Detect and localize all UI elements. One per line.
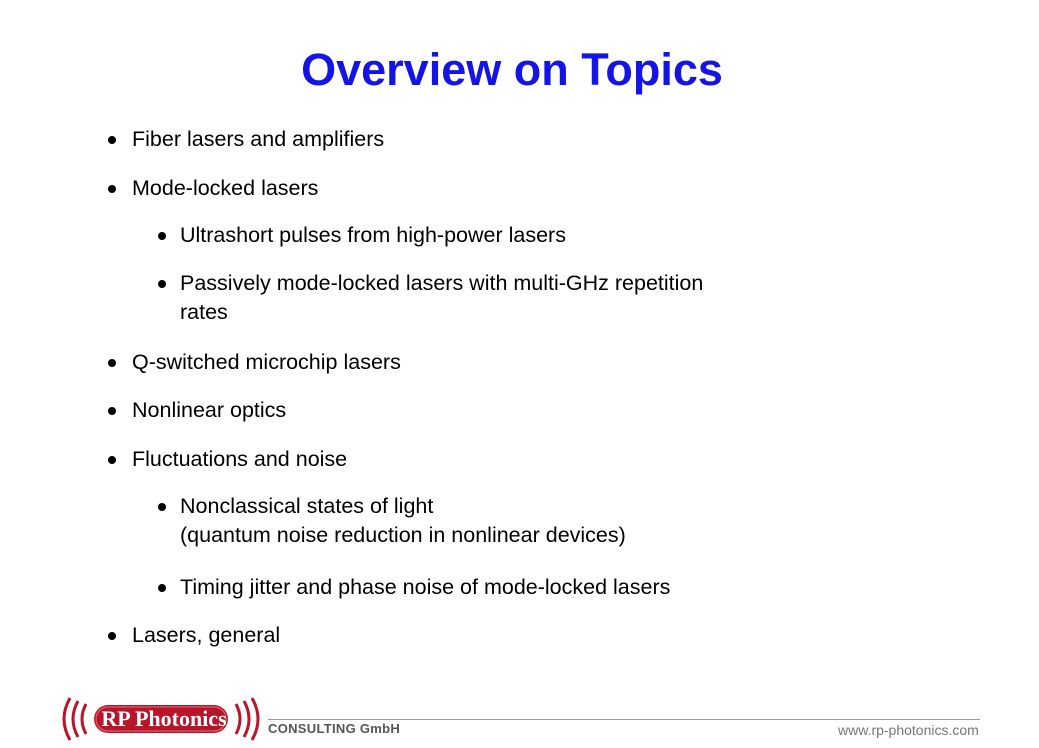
bullet-dot-icon	[108, 359, 116, 367]
list-item: Timing jitter and phase noise of mode-locked lasers	[180, 573, 670, 602]
footer-divider	[268, 719, 980, 720]
bullet-dot-icon	[108, 185, 116, 193]
list-item: Fiber lasers and amplifiers	[132, 125, 384, 154]
bullet-dot-icon	[158, 503, 166, 511]
bullet-dot-icon	[158, 584, 166, 592]
website-link[interactable]: www.rp-photonics.com	[838, 722, 979, 738]
bullet-dot-icon	[108, 632, 116, 640]
bullet-dot-icon	[108, 407, 116, 415]
list-item: Q-switched microchip lasers	[132, 348, 401, 377]
bullet-dot-icon	[108, 136, 116, 144]
consulting-label: CONSULTING GmbH	[268, 721, 401, 736]
list-item: Fluctuations and noise	[132, 445, 347, 474]
rp-photonics-logo	[56, 692, 266, 746]
footer	[0, 690, 1039, 748]
list-item: Ultrashort pulses from high-power lasers	[180, 221, 566, 250]
bullet-dot-icon	[158, 232, 166, 240]
list-item: Mode-locked lasers	[132, 174, 318, 203]
slide-title: Overview on Topics	[301, 44, 723, 95]
bullet-dot-icon	[108, 456, 116, 464]
bullet-dot-icon	[158, 280, 166, 288]
list-item: Nonclassical states of light (quantum noise reduction in nonlinear devices)	[180, 492, 626, 550]
logo-text: RP Photonics	[101, 706, 227, 731]
list-item: Nonlinear optics	[132, 396, 286, 425]
list-item: Passively mode-locked lasers with multi-GHz repetition rates	[180, 269, 703, 327]
list-item: Lasers, general	[132, 621, 280, 650]
